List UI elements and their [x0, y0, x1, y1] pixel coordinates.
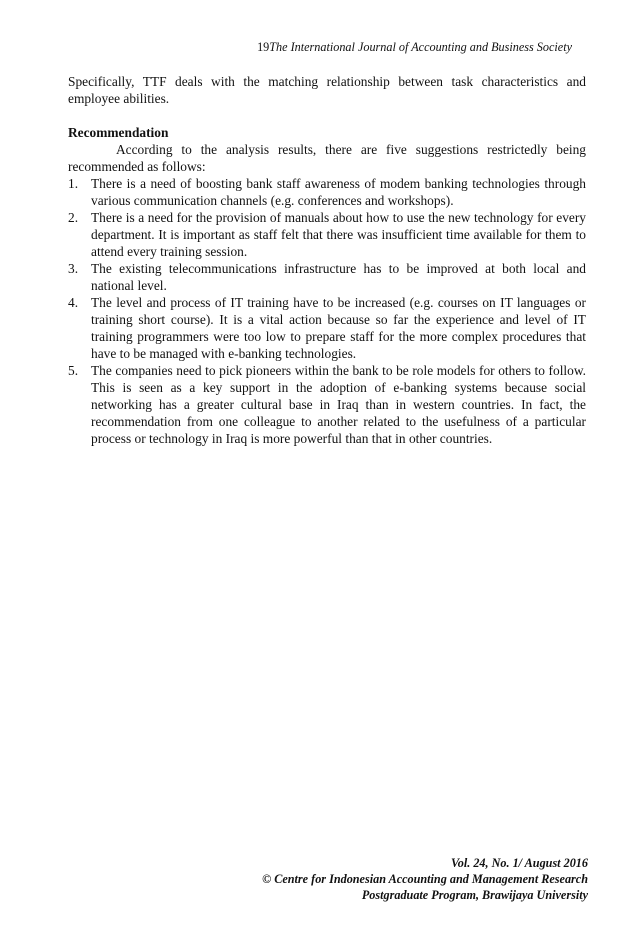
publisher-info: © Centre for Indonesian Accounting and Management Research [262, 872, 588, 886]
document-page [68, 0, 588, 939]
journal-title: The International Journal of Accounting and Business Society [269, 40, 572, 54]
list-item [68, 209, 586, 260]
list-item-number: 3. [68, 261, 79, 276]
page-number: 19 [257, 40, 270, 54]
list-item [68, 260, 586, 294]
opening-paragraph: Specifically, TTF deals with the matching relationship between task characteristics and employee abilities. [68, 74, 586, 106]
list-item [68, 294, 586, 362]
list-item-number: 4. [68, 295, 79, 310]
volume-info: Vol. 24, No. 1/ August 2016 [450, 856, 588, 870]
recommendation-list [68, 175, 586, 447]
program-info: Postgraduate Program, Brawijaya University [361, 888, 588, 902]
list-item-number: 2. [68, 210, 79, 225]
main-content [68, 73, 586, 447]
list-item-text: The level and process of IT training have to be increased (e.g. courses on IT languages or training short course). It is a vital action because so far the experience and level of IT training programmers were too low to prepare staff for the more complex procedures that have to be managed with e-banking technologies. [91, 295, 586, 361]
list-item-text: The existing telecommunications infrastructure has to be improved at both local and national level. [91, 261, 586, 293]
list-item [68, 175, 586, 209]
list-item-number: 5. [68, 363, 79, 378]
list-item-number: 1. [68, 176, 79, 191]
running-header [257, 40, 572, 55]
list-item-text: There is a need of boosting bank staff awareness of modem banking technologies through various communication channels (e.g. conferences and workshops). [91, 176, 586, 208]
list-item-text: There is a need for the provision of manuals about how to use the new technology for every department. It is important as staff felt that there was insufficient time available for them to attend every training session. [91, 210, 586, 259]
section-heading: Recommendation [68, 125, 169, 140]
intro-paragraph: According to the analysis results, there are five suggestions restrictedly being recommended as follows: [68, 142, 586, 174]
page-footer [262, 855, 588, 903]
list-item-text: The companies need to pick pioneers within the bank to be role models for others to follow. This is seen as a key support in the adoption of e-banking systems because social networking has a greater cultural base in Iraq than in western countries. In fact, the recommendation from one colleague to another related to the usefulness of a particular process or technology in Iraq is more powerful than that in other countries. [91, 363, 586, 446]
list-item [68, 362, 586, 447]
